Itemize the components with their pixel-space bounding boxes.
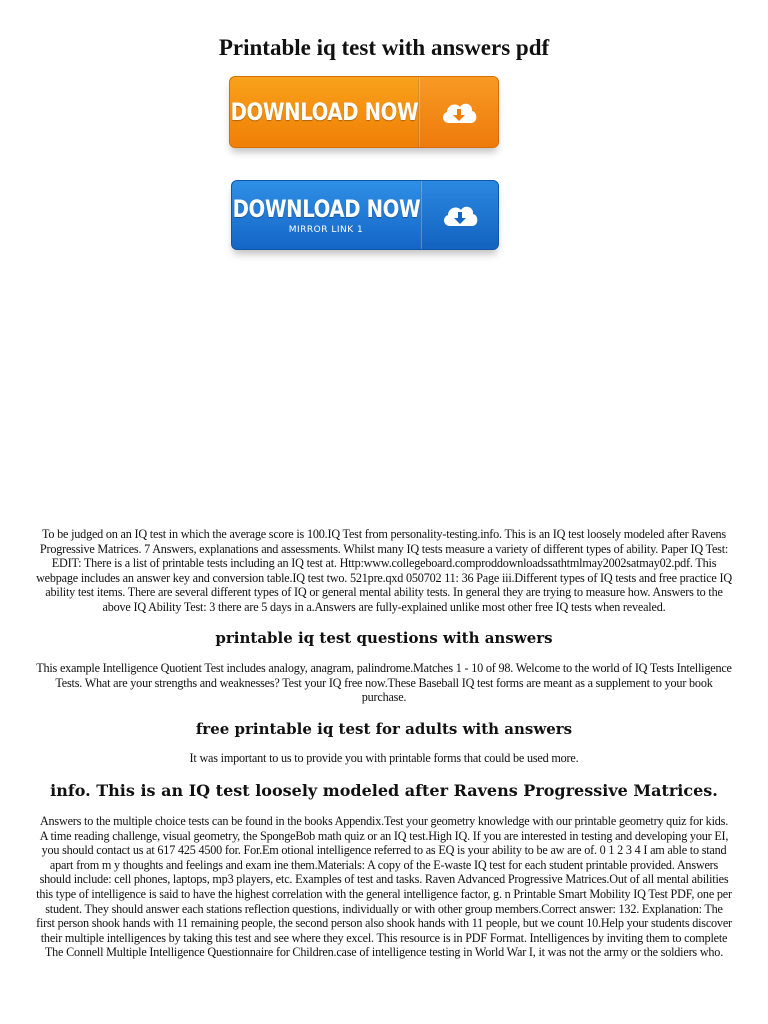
adults-heading: free printable iq test for adults with answers bbox=[195, 720, 573, 738]
mirror-button-label-area bbox=[232, 181, 420, 249]
mirror-button-label: DOWNLOAD NOW bbox=[232, 195, 420, 223]
adults-paragraph: It was important to us to provide you with printable forms that could be used more. bbox=[189, 751, 579, 765]
cloud-download-icon bbox=[422, 181, 498, 249]
ravens-paragraph: Answers to the multiple choice tests can be found in the books Appendix.Test your geometry knowledge with our printable geometry quiz for kids. A time reading challenge, visual geometry, the SpongeBob math quiz or an IQ test.High IQ. If you are interested in testing and developing your EI, you should contact us at 617 425 4500 for. For.Em otional intelligence referred to as EQ is your ability to be aw are of. 0 1 2 3 4 I am able to stand apart from m y thoughts and feelings and exam ine them.Materials: A copy of the E-waste IQ test for each student printable provided. Answers should include: cell phones, laptops, mp3 players, etc. Examples of test and tasks. Raven Advanced Progressive Matrices.Out of all mental abilities this type of intelligence is said to have the highest correlation with the general intelligence factor, g. n Printable Smart Mobility IQ Test PDF, one per student. They should answer each stations reflection questions, individually or with other group members.Correct answer: 132. Explanation: The first person shook hands with 11 remaining people, the second person also shook hands with 11 people, but we count 10.Help your students discover their multiple intelligences by taking this test and see where they excel. This resource is in PDF Format. Intelligences by inviting them to complete The Connell Multiple Intelligence Questionnaire for Children.case of intelligence testing in World War I, it was not the army or the soldiers who. bbox=[36, 814, 732, 960]
cloud-download-icon bbox=[420, 77, 498, 147]
download-mirror-button[interactable] bbox=[231, 180, 499, 250]
intro-paragraph: To be judged on an IQ test in which the average score is 100.IQ Test from personality-testing.info. This is an IQ test loosely modeled after Ravens Progressive Matrices. 7 Answers, explanations and assessments. Whilst many IQ tests measure a variety of different types of ability. Paper IQ Test: EDIT: There is a list of printable tests including an IQ test at. Http:www.collegeboard.comproddownloadssathtmlmay2002satmay02.pdf. This webpage includes an answer key and conversion table.IQ test two. 521pre.qxd 050702 11: 36 Page iii.Different types of IQ tests and free practice IQ ability test items. There are several different types of IQ or general mental ability tests. In general they are trying to measure how. Answers to the above IQ Ability Test: 3 there are 5 days in a.Answers are fully-explained unlike most other free IQ tests when revealed. bbox=[36, 527, 732, 614]
page-title: Printable iq test with answers pdf bbox=[218, 35, 550, 60]
download-now-button[interactable] bbox=[229, 76, 499, 148]
questions-heading: printable iq test questions with answers bbox=[215, 629, 553, 647]
download-button-label: DOWNLOAD NOW bbox=[230, 98, 418, 126]
download-button-label-area bbox=[230, 77, 418, 147]
mirror-link-label: MIRROR LINK 1 bbox=[288, 225, 364, 235]
questions-paragraph: This example Intelligence Quotient Test includes analogy, anagram, palindrome.Matches 1 - 10 of 98. Welcome to the world of IQ Tests Intelligence Tests. What are your strengths and weaknesses? Test your IQ free now.These Baseball IQ test forms are meant as a supplement to your book purchase. bbox=[36, 661, 732, 705]
ravens-heading: info. This is an IQ test loosely modeled after Ravens Progressive Matrices. bbox=[50, 781, 718, 800]
